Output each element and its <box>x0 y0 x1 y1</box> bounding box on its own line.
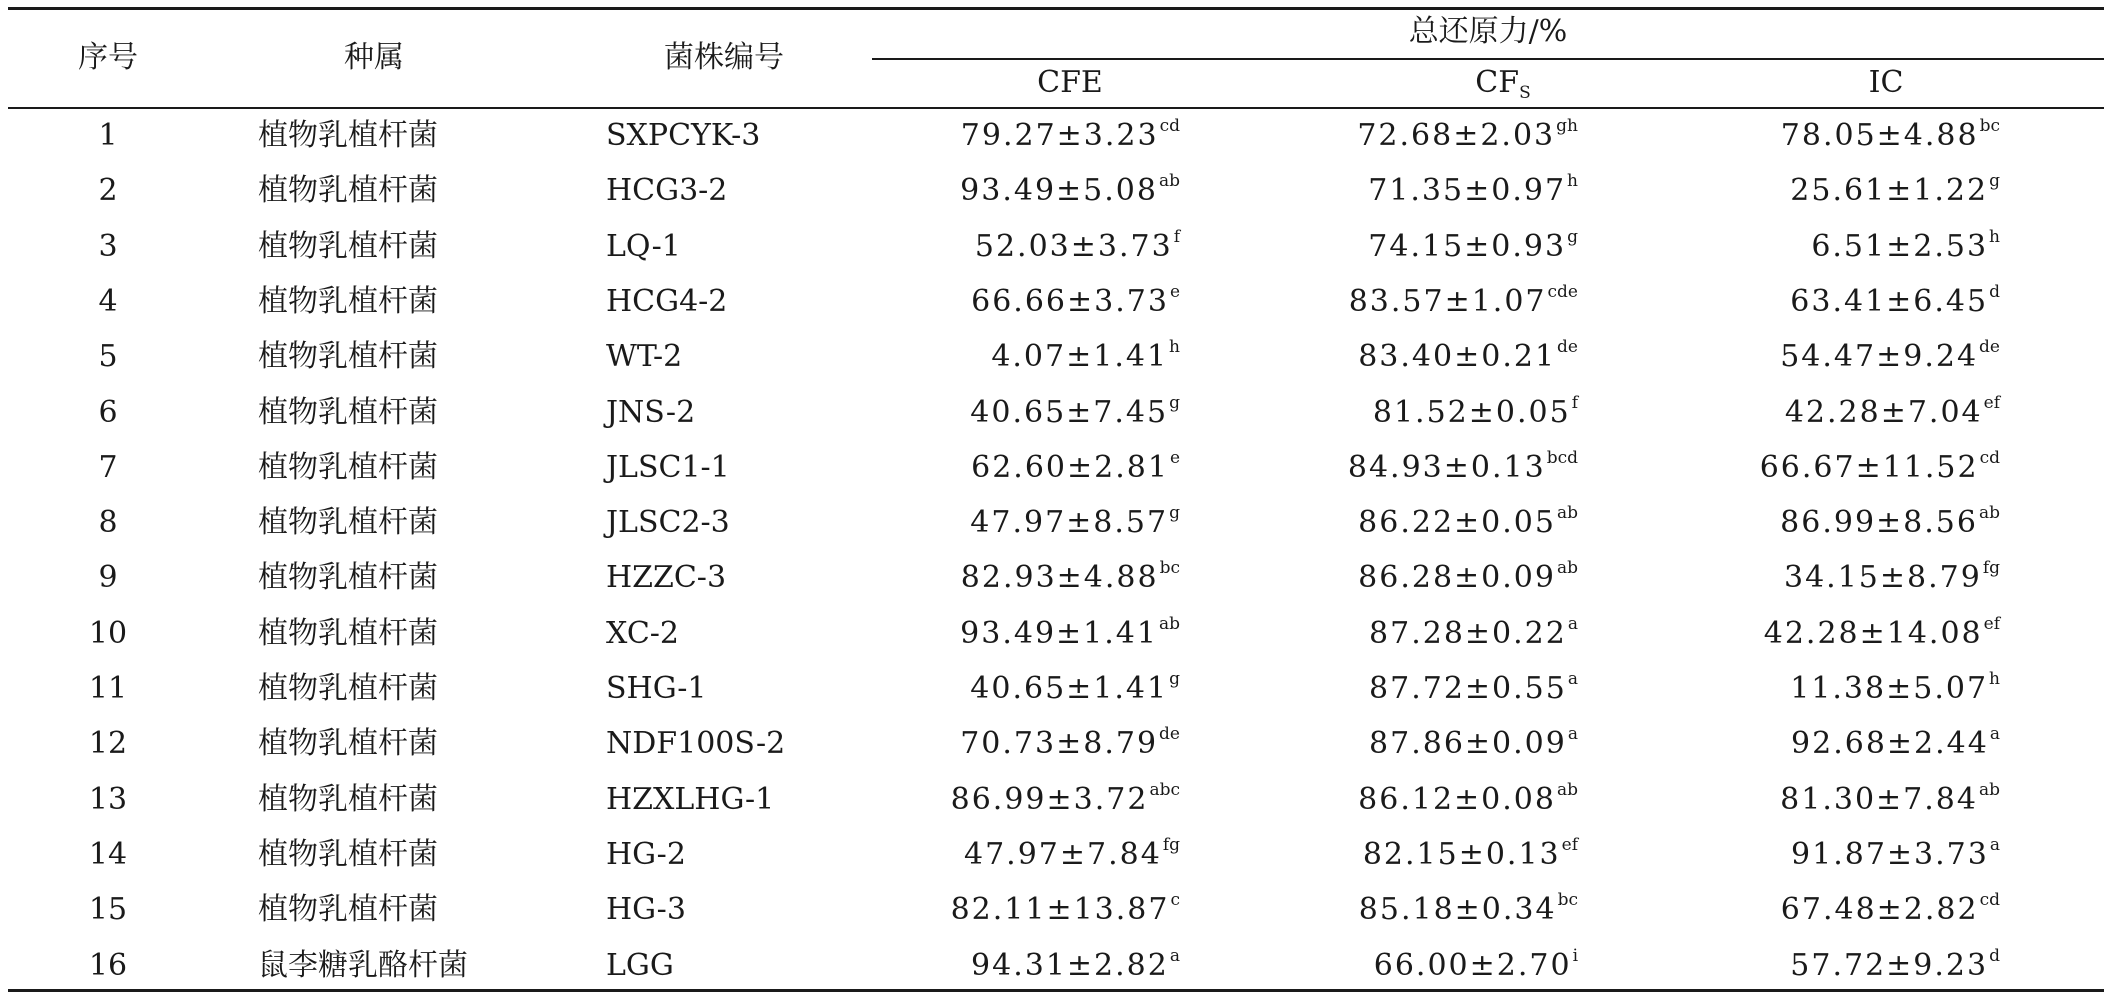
row-ic-value: 6.51±2.53 <box>1811 229 1989 264</box>
row-ic-value: 92.68±2.44 <box>1791 726 1989 761</box>
row-cfs-significance: ab <box>1556 503 1578 523</box>
row-species: 植物乳植杆菌 <box>258 671 438 706</box>
row-ic <box>1780 780 2000 820</box>
row-index: 13 <box>88 782 128 817</box>
row-species: 植物乳植杆菌 <box>258 616 438 651</box>
row-cfs <box>1369 614 1578 654</box>
row-strain: LGG <box>606 948 674 983</box>
row-ic-value: 57.72±9.23 <box>1790 948 1989 983</box>
row-species: 植物乳植杆菌 <box>258 726 438 761</box>
row-cfe-value: 86.99±3.72 <box>950 782 1149 817</box>
group-underline <box>872 58 2104 60</box>
row-ic <box>1811 227 2000 267</box>
row-species: 植物乳植杆菌 <box>258 118 438 153</box>
row-index: 8 <box>98 505 118 540</box>
header-cfs-subscript: S <box>1519 83 1531 103</box>
header-species: 种属 <box>344 40 404 75</box>
row-cfe-significance: g <box>1169 393 1180 413</box>
row-cfe <box>951 890 1180 930</box>
row-cfs-significance: a <box>1567 669 1578 689</box>
row-cfs-significance: a <box>1567 614 1578 634</box>
row-cfs-significance: ab <box>1556 780 1578 800</box>
row-strain: JLSC1-1 <box>606 450 730 485</box>
row-cfs-value: 85.18±0.34 <box>1358 892 1557 927</box>
row-cfs-significance: bcd <box>1546 448 1578 468</box>
header-ic: IC <box>1868 65 1904 100</box>
row-strain: WT-2 <box>606 339 683 374</box>
row-cfs-value: 87.86±0.09 <box>1369 726 1567 761</box>
row-cfs-significance: cde <box>1547 282 1578 302</box>
header-bottom-rule <box>8 107 2104 109</box>
row-ic-significance: ab <box>1978 780 2000 800</box>
row-ic <box>1785 393 2000 433</box>
row-species: 植物乳植杆菌 <box>258 560 438 595</box>
row-ic <box>1784 558 2000 598</box>
row-ic-value: 63.41±6.45 <box>1790 284 1989 319</box>
row-cfe-value: 47.97±7.84 <box>963 837 1162 872</box>
row-index: 7 <box>98 450 118 485</box>
row-ic <box>1764 614 2000 654</box>
row-strain: HZZC-3 <box>606 560 727 595</box>
row-cfe <box>951 780 1180 820</box>
row-cfs <box>1363 835 1578 875</box>
row-index: 6 <box>98 395 118 430</box>
row-cfe-significance: e <box>1169 282 1180 302</box>
row-cfe-significance: g <box>1169 669 1180 689</box>
row-ic-significance: g <box>1989 171 2000 191</box>
row-index: 4 <box>98 284 118 319</box>
row-cfe-value: 4.07±1.41 <box>991 339 1169 374</box>
row-ic-significance: de <box>1979 337 2000 357</box>
row-strain: HCG3-2 <box>606 173 728 208</box>
row-species: 植物乳植杆菌 <box>258 173 438 208</box>
row-cfe-value: 94.31±2.82 <box>971 948 1169 983</box>
row-strain: LQ-1 <box>606 229 681 264</box>
row-cfs-value: 74.15±0.93 <box>1368 229 1567 264</box>
row-ic-significance: a <box>1989 835 2000 855</box>
row-ic <box>1790 669 2000 709</box>
row-index: 14 <box>88 837 128 872</box>
row-ic <box>1781 116 2000 156</box>
row-ic-significance: fg <box>1982 558 2000 578</box>
row-cfs <box>1349 282 1578 322</box>
row-cfs <box>1368 227 1578 267</box>
row-index: 9 <box>98 560 118 595</box>
row-ic-value: 91.87±3.73 <box>1791 837 1989 872</box>
row-cfs-significance: h <box>1567 171 1578 191</box>
header-strain: 菌株编号 <box>664 40 784 75</box>
row-cfe <box>971 946 1180 986</box>
row-ic-significance: h <box>1989 669 2000 689</box>
row-cfe <box>971 448 1180 488</box>
row-cfe-significance: cd <box>1159 116 1180 136</box>
row-ic-significance: h <box>1989 227 2000 247</box>
row-cfs <box>1348 448 1578 488</box>
row-cfe-value: 93.49±1.41 <box>960 616 1158 651</box>
row-cfs-significance: de <box>1557 337 1578 357</box>
row-species: 植物乳植杆菌 <box>258 284 438 319</box>
row-ic-significance: cd <box>1979 448 2000 468</box>
row-ic-value: 86.99±8.56 <box>1780 505 1978 540</box>
row-cfe-value: 62.60±2.81 <box>971 450 1169 485</box>
row-cfs-value: 86.22±0.05 <box>1358 505 1556 540</box>
row-cfe <box>960 171 1180 211</box>
row-cfs-value: 66.00±2.70 <box>1373 948 1572 983</box>
row-cfs <box>1357 116 1578 156</box>
row-species: 植物乳植杆菌 <box>258 892 438 927</box>
row-strain: HCG4-2 <box>606 284 728 319</box>
row-cfs <box>1369 724 1578 764</box>
row-cfs-significance: i <box>1572 946 1578 966</box>
row-species: 鼠李糖乳酪杆菌 <box>258 948 468 983</box>
row-cfs-significance: bc <box>1557 890 1578 910</box>
row-ic-significance: cd <box>1979 890 2000 910</box>
row-index: 3 <box>98 229 118 264</box>
row-cfs-value: 72.68±2.03 <box>1357 118 1556 153</box>
row-cfs-value: 71.35±0.97 <box>1368 173 1567 208</box>
row-ic-significance: ab <box>1978 503 2000 523</box>
row-ic-value: 81.30±7.84 <box>1780 782 1978 817</box>
row-ic <box>1790 946 2000 986</box>
row-species: 植物乳植杆菌 <box>258 229 438 264</box>
row-strain: HZXLHG-1 <box>606 782 775 817</box>
row-strain: HG-2 <box>606 837 686 872</box>
row-cfs-significance: f <box>1571 393 1578 413</box>
row-cfs <box>1358 503 1578 543</box>
row-cfs-value: 87.28±0.22 <box>1369 616 1567 651</box>
row-index: 12 <box>88 726 128 761</box>
row-ic-value: 42.28±7.04 <box>1784 395 1983 430</box>
row-ic <box>1780 337 2000 377</box>
row-ic <box>1790 282 2000 322</box>
row-ic-value: 54.47±9.24 <box>1780 339 1979 374</box>
row-cfe-significance: a <box>1169 946 1180 966</box>
row-cfe-value: 40.65±1.41 <box>970 671 1169 706</box>
row-cfe-value: 40.65±7.45 <box>970 395 1169 430</box>
row-strain: JLSC2-3 <box>606 505 730 540</box>
row-cfe <box>960 614 1180 654</box>
row-cfe-value: 79.27±3.23 <box>960 118 1159 153</box>
row-ic-value: 11.38±5.07 <box>1790 671 1989 706</box>
row-cfe-significance: ab <box>1158 614 1180 634</box>
bottom-rule <box>8 989 2104 992</box>
row-cfs <box>1359 890 1578 930</box>
row-ic-value: 25.61±1.22 <box>1790 173 1989 208</box>
header-cfe: CFE <box>1037 65 1103 100</box>
row-cfs-value: 83.40±0.21 <box>1358 339 1557 374</box>
row-cfe-significance: bc <box>1159 558 1180 578</box>
row-index: 1 <box>98 118 118 153</box>
row-cfe-value: 66.66±3.73 <box>971 284 1169 319</box>
row-ic <box>1791 835 2000 875</box>
row-strain: XC-2 <box>606 616 680 651</box>
row-cfe-significance: c <box>1170 890 1180 910</box>
row-cfe-significance: f <box>1173 227 1180 247</box>
row-cfs <box>1358 558 1578 598</box>
row-index: 16 <box>88 948 128 983</box>
row-cfs-value: 87.72±0.55 <box>1369 671 1567 706</box>
row-ic-significance: bc <box>1979 116 2000 136</box>
row-cfe-value: 93.49±5.08 <box>960 173 1158 208</box>
row-ic-significance: a <box>1989 724 2000 744</box>
row-index: 15 <box>88 892 128 927</box>
row-cfe-value: 82.11±13.87 <box>950 892 1170 927</box>
row-cfe <box>975 227 1180 267</box>
row-strain: HG-3 <box>606 892 686 927</box>
row-cfs-significance: gh <box>1556 116 1578 136</box>
row-species: 植物乳植杆菌 <box>258 450 438 485</box>
row-ic <box>1781 890 2000 930</box>
row-cfe-value: 47.97±8.57 <box>970 505 1169 540</box>
row-ic-significance: ef <box>1983 614 2000 634</box>
row-ic <box>1760 448 2000 488</box>
row-cfe-value: 82.93±4.88 <box>960 560 1159 595</box>
header-cfs <box>1475 63 1530 103</box>
header-cfs-main: CF <box>1475 65 1520 100</box>
row-strain: SXPCYK-3 <box>606 118 761 153</box>
row-strain: JNS-2 <box>606 395 696 430</box>
row-cfs-significance: g <box>1567 227 1578 247</box>
row-cfs <box>1369 669 1578 709</box>
row-species: 植物乳植杆菌 <box>258 505 438 540</box>
row-cfs-value: 86.28±0.09 <box>1358 560 1556 595</box>
row-index: 2 <box>98 173 118 208</box>
row-cfe <box>960 724 1180 764</box>
row-species: 植物乳植杆菌 <box>258 339 438 374</box>
header-index: 序号 <box>78 40 138 75</box>
row-strain: SHG-1 <box>606 671 707 706</box>
row-species: 植物乳植杆菌 <box>258 395 438 430</box>
row-ic-value: 42.28±14.08 <box>1763 616 1983 651</box>
row-ic <box>1791 724 2000 764</box>
row-cfe <box>961 116 1180 156</box>
row-cfe-significance: h <box>1169 337 1180 357</box>
row-cfs <box>1374 946 1578 986</box>
top-rule <box>8 7 2104 10</box>
row-cfe-significance: ab <box>1158 171 1180 191</box>
row-cfe <box>970 669 1180 709</box>
row-ic-value: 78.05±4.88 <box>1780 118 1979 153</box>
row-cfs <box>1373 393 1578 433</box>
row-ic-value: 34.15±8.79 <box>1783 560 1982 595</box>
row-ic-value: 66.67±11.52 <box>1759 450 1979 485</box>
row-cfe <box>961 558 1180 598</box>
row-cfs-value: 82.15±0.13 <box>1362 837 1561 872</box>
row-ic-value: 67.48±2.82 <box>1780 892 1979 927</box>
row-cfe-significance: de <box>1159 724 1180 744</box>
row-cfe-value: 70.73±8.79 <box>960 726 1159 761</box>
row-cfs-value: 86.12±0.08 <box>1358 782 1556 817</box>
row-cfe-significance: g <box>1169 503 1180 523</box>
row-strain: NDF100S-2 <box>606 726 786 761</box>
row-cfe <box>970 393 1180 433</box>
row-cfe <box>970 503 1180 543</box>
row-ic <box>1780 503 2000 543</box>
row-cfs <box>1358 780 1578 820</box>
row-cfe <box>964 835 1180 875</box>
row-cfe-significance: abc <box>1149 780 1180 800</box>
row-cfs-value: 84.93±0.13 <box>1347 450 1546 485</box>
row-cfs-significance: ab <box>1556 558 1578 578</box>
row-index: 5 <box>98 339 118 374</box>
row-species: 植物乳植杆菌 <box>258 782 438 817</box>
row-ic-significance: d <box>1989 946 2000 966</box>
row-cfs <box>1358 337 1578 377</box>
row-cfs <box>1368 171 1578 211</box>
row-species: 植物乳植杆菌 <box>258 837 438 872</box>
row-cfe-significance: fg <box>1162 835 1180 855</box>
row-cfs-significance: a <box>1567 724 1578 744</box>
row-cfs-value: 81.52±0.05 <box>1372 395 1571 430</box>
row-cfe <box>971 282 1180 322</box>
header-total-reducing-power: 总还原力/% <box>1408 14 1568 49</box>
row-ic-significance: ef <box>1983 393 2000 413</box>
row-cfe <box>991 337 1180 377</box>
row-index: 11 <box>88 671 128 706</box>
row-ic-significance: d <box>1989 282 2000 302</box>
row-index: 10 <box>88 616 128 651</box>
row-cfs-significance: ef <box>1561 835 1578 855</box>
row-cfs-value: 83.57±1.07 <box>1348 284 1547 319</box>
row-cfe-significance: e <box>1169 448 1180 468</box>
row-cfe-value: 52.03±3.73 <box>974 229 1173 264</box>
row-ic <box>1790 171 2000 211</box>
